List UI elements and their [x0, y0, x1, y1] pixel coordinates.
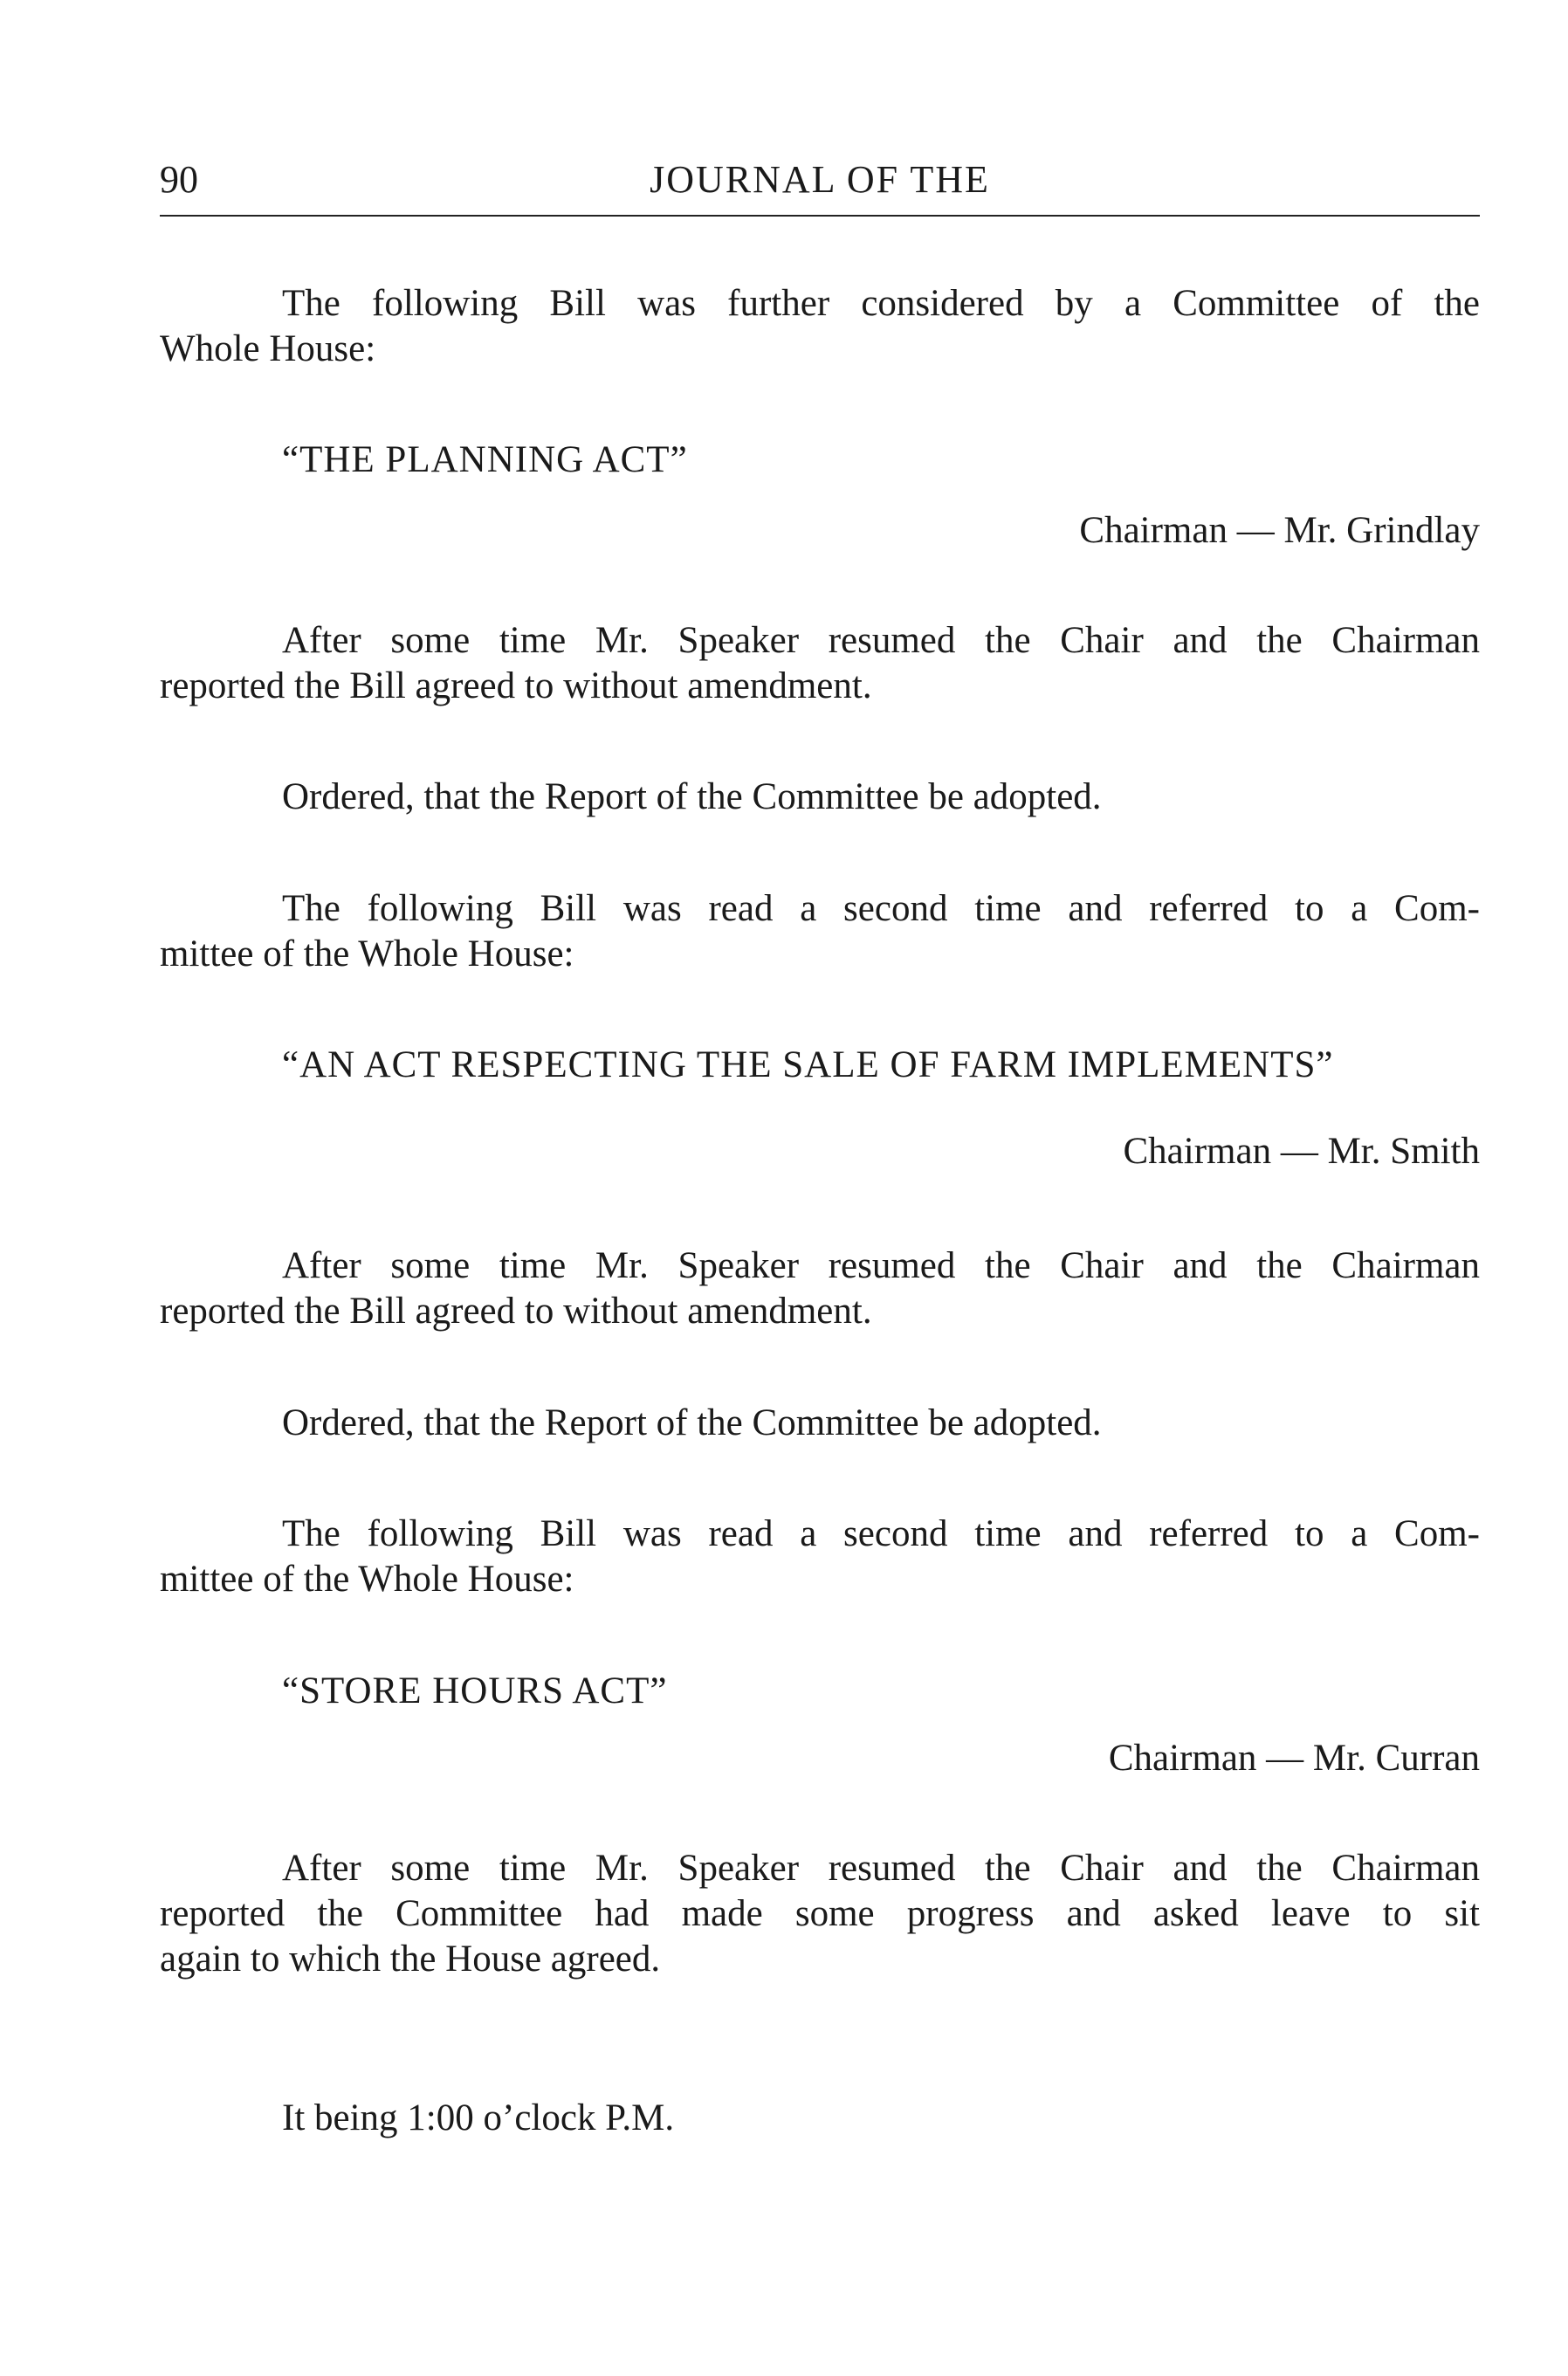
paragraph-line: again to which the House agreed.	[160, 1939, 661, 1980]
paragraph-line: mittee of the Whole House:	[160, 933, 574, 975]
section2-report	[160, 1243, 1480, 1334]
paragraph-line: reported the Bill agreed to without amendment.	[160, 1291, 872, 1332]
paragraph-line: The following Bill was read a second time and referred to a Com-	[282, 888, 1480, 929]
bill-title-store-hours-act: “STORE HOURS ACT”	[282, 1670, 668, 1711]
paragraph-line: reported the Bill agreed to without amendment.	[160, 665, 872, 706]
paragraph-line: After some time Mr. Speaker resumed the Chair and the Chairman	[282, 1848, 1480, 1889]
bill-title-farm-implements: “AN ACT RESPECTING THE SALE OF FARM IMPLEMENTS”	[282, 1044, 1334, 1085]
section1-intro	[160, 281, 1480, 372]
chairman-smith: Chairman — Mr. Smith	[1123, 1131, 1480, 1172]
paragraph-line: The following Bill was further considered by a Committee of the	[282, 283, 1480, 324]
section3-intro	[160, 1512, 1480, 1602]
running-head: JOURNAL OF THE	[650, 158, 990, 201]
paragraph-line: After some time Mr. Speaker resumed the Chair and the Chairman	[282, 620, 1480, 661]
chairman-curran: Chairman — Mr. Curran	[1108, 1738, 1480, 1779]
section2-intro	[160, 886, 1480, 977]
paragraph-line: Whole House:	[160, 328, 376, 369]
chairman-grindlay: Chairman — Mr. Grindlay	[1079, 510, 1480, 551]
paragraph-line: After some time Mr. Speaker resumed the Chair and the Chairman	[282, 1245, 1480, 1286]
section3-report	[160, 1846, 1480, 1982]
header-rule	[160, 215, 1480, 217]
closing-line: It being 1:00 o’clock P.M.	[282, 2097, 675, 2138]
section2-order: Ordered, that the Report of the Committee be adopted.	[282, 1402, 1102, 1443]
section1-order: Ordered, that the Report of the Committee be adopted.	[282, 776, 1102, 817]
page-number: 90	[160, 158, 198, 201]
paragraph-line: reported the Committee had made some progress and asked leave to sit	[160, 1893, 1480, 1934]
page-header	[160, 154, 1480, 206]
section1-report	[160, 618, 1480, 709]
paragraph-line: mittee of the Whole House:	[160, 1559, 574, 1600]
paragraph-line: The following Bill was read a second time and referred to a Com-	[282, 1513, 1480, 1554]
bill-title-planning-act: “THE PLANNING ACT”	[282, 439, 688, 480]
